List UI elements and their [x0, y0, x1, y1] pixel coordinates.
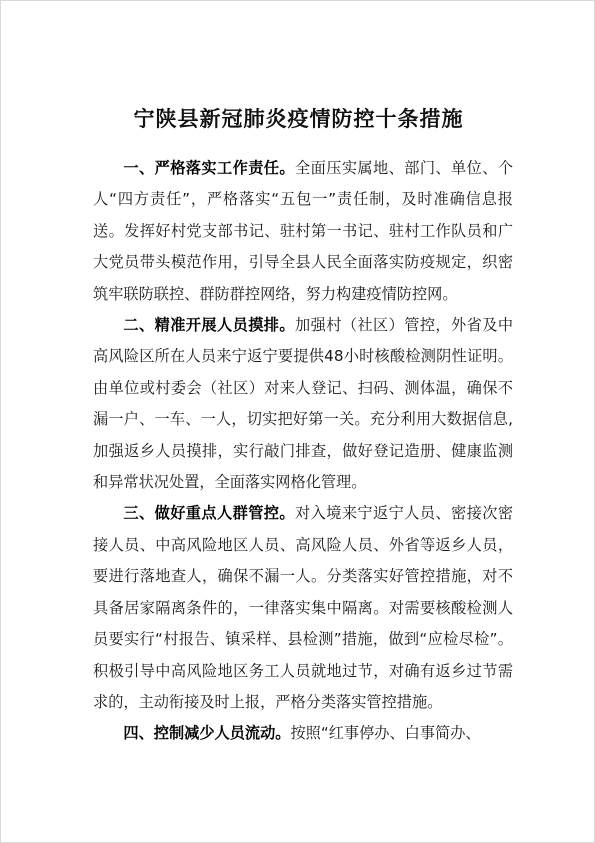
section-3-paragraph	[93, 498, 513, 718]
document-body	[93, 153, 513, 750]
section-2-paragraph	[93, 310, 513, 498]
section-4-text: 按照“红事停办、白事简办、	[290, 724, 481, 743]
section-3-text: 对入境来宁返宁人员、密接次密接人员、中高风险地区人员、高风险人员、外省等返乡人员，要进行落地查人，确保不漏一人。分类落实好管控措施，对不具备居家隔离条件的，一律落实集中隔离。对需要核酸检测人员要实行“村报告、镇采样、县检测”措施，做到“应检尽检”。积极引导中高风险地区务工人员就地过节，对确有返乡过节需求的，主动衔接及时上报，严格分类落实管控措施。	[93, 504, 514, 711]
section-2-heading: 二、精准开展人员摸排。	[123, 316, 296, 335]
document-title: 宁陕县新冠肺炎疫情防控十条措施	[133, 106, 464, 131]
section-3-heading: 三、做好重点人群管控。	[123, 504, 296, 523]
section-1-heading: 一、严格落实工作责任。	[123, 159, 296, 177]
section-2-text: 加强村（社区）管控，外省及中高风险区所在人员来宁返宁要提供48小时核酸检测阴性证明。由单位或村委会（社区）对来人登记、扫码、测体温，确保不漏一户、一车、一人，切实把好第一关。充分利用大数据信息,加强返乡人员摸排，实行敲门排查，做好登记造册、健康监测和异常状况处置，全面落实网格化管理。	[93, 316, 514, 492]
section-1-text: 全面压实属地、部门、单位、个人“四方责任”，严格落实“五包一”责任制，及时准确信息报送。发挥好村党支部书记、驻村第一书记、驻村工作队员和广大党员带头模范作用，引导全县人民全面落实防疫规定，织密筑牢联防联控、群防群控网络，努力构建疫情防控网。	[93, 159, 514, 303]
section-1-paragraph	[93, 153, 513, 310]
section-4-paragraph	[93, 718, 513, 749]
section-4-heading: 四、控制减少人员流动。	[123, 724, 291, 743]
